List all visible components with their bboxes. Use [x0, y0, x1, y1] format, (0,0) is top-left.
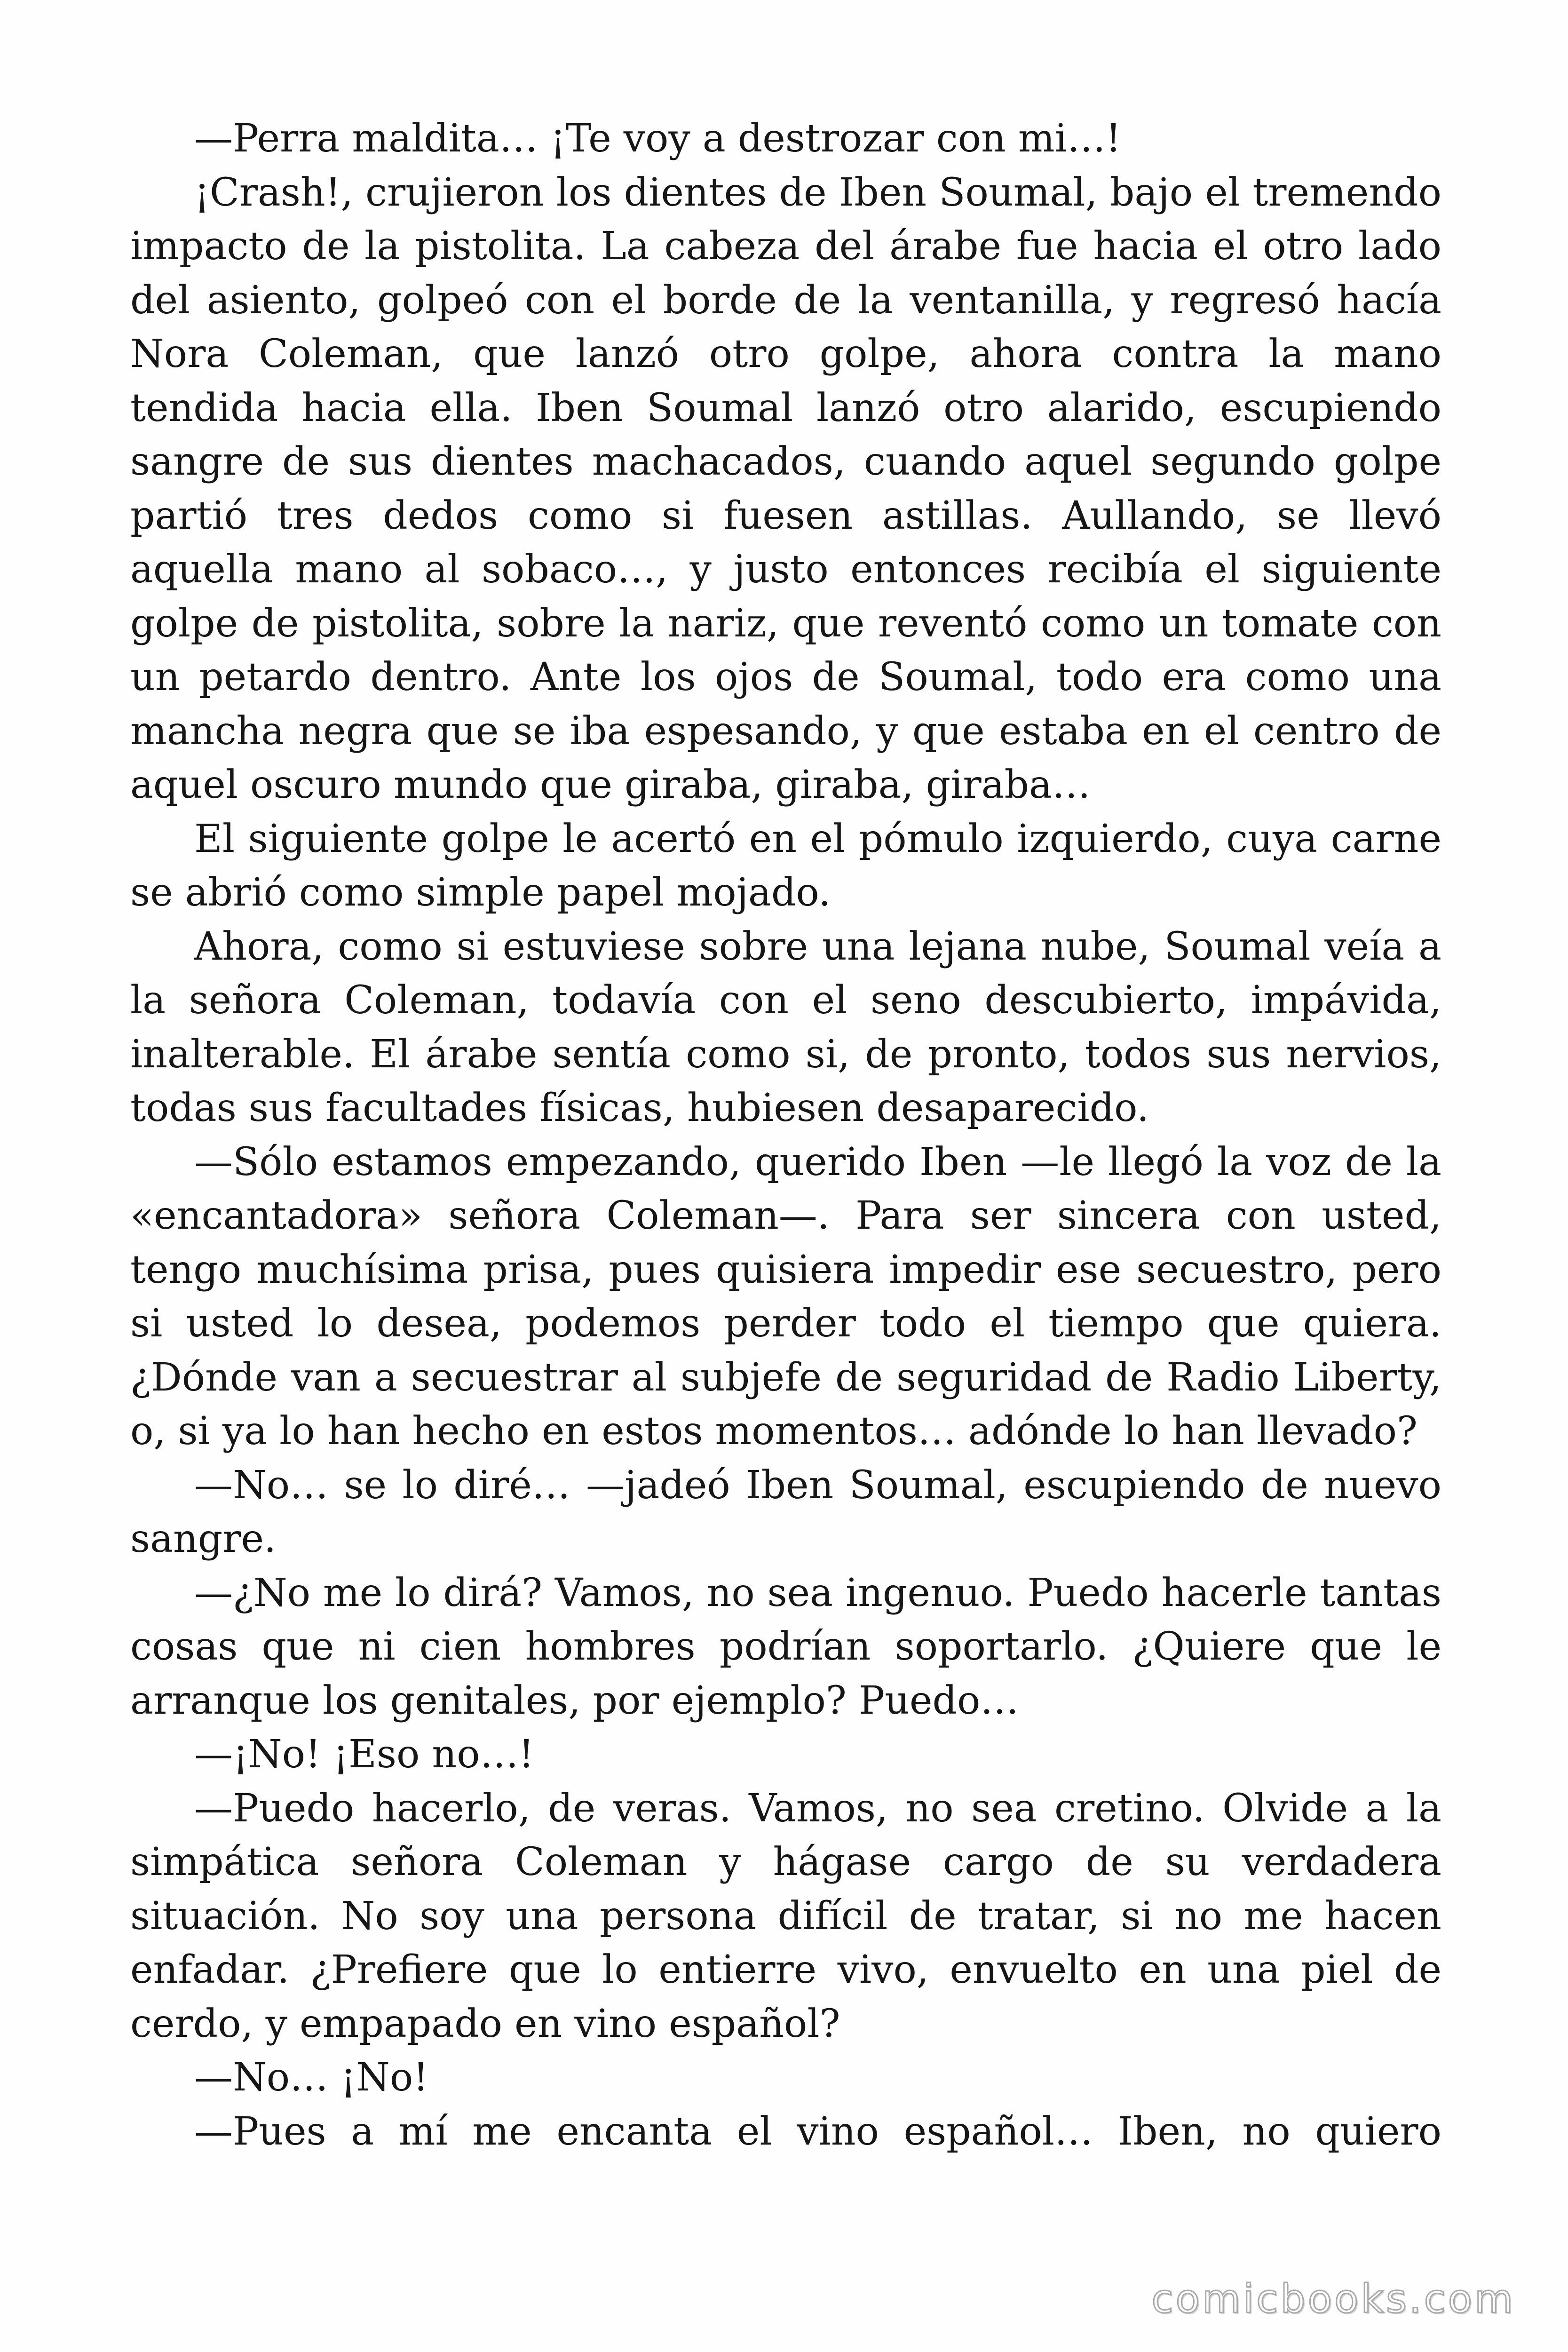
paragraph: —No… se lo diré… —jadeó Iben Soumal, escupiendo de nuevo sangre. — [130, 1462, 1441, 1561]
paragraph: —Perra maldita… ¡Te voy a destrozar con mi…! — [194, 116, 1121, 161]
paragraph: —Puedo hacerlo, de veras. Vamos, no sea cretino. Olvide a la simpática señora Coleman y hágase cargo de su verdadera situación. No soy una persona difícil de tratar, si no me hacen enfadar. ¿Prefiere que lo entierre vivo, envuelto en una piel de cerdo, y empapado en vino español? — [130, 1786, 1441, 2046]
paragraph: —No… ¡No! — [194, 2055, 429, 2100]
paragraph: —¿No me lo dirá? Vamos, no sea ingenuo. Puedo hacerle tantas cosas que ni cien hombres podrían soportarlo. ¿Quiere que le arranque los genitales, por ejemplo? Puedo… — [130, 1570, 1441, 1723]
paragraph: Ahora, como si estuviese sobre una lejana nube, Soumal veía a la señora Coleman, todavía con el seno descubierto, impávida, inalterable. El árabe sentía como si, de pronto, todos sus nervios, todas sus facultades físicas, hubiesen desaparecido. — [130, 924, 1441, 1130]
paragraph: El siguiente golpe le acertó en el pómulo izquierdo, cuya carne se abrió como simple papel mojado. — [130, 816, 1441, 915]
paragraph-continued: —Pues a mí me encanta el vino español… Iben, no quiero — [194, 2109, 1441, 2154]
paragraph: ¡Crash!, crujieron los dientes de Iben Soumal, bajo el tremendo impacto de la pistolita. La cabeza del árabe fue hacia el otro lado del asiento, golpeó con el borde de la ventanilla, y regresó hacía Nora Coleman, que lanzó otro golpe, ahora contra la mano tendida hacia ella. Iben Soumal lanzó otro alarido, escupiendo sangre de sus dientes machacados, cuando aquel segundo golpe partió tres dedos como si fuesen astillas. Aullando, se llevó aquella mano al sobaco…, y justo entonces recibía el siguiente golpe de pistolita, sobre la nariz, que reventó como un tomate con un petardo dentro. Ante los ojos de Soumal, todo era como una mancha negra que se iba espesando, y que estaba en el centro de aquel oscuro mundo que giraba, giraba, giraba… — [130, 170, 1441, 807]
paragraph: —¡No! ¡Eso no…! — [194, 1732, 534, 1777]
paragraph: —Sólo estamos empezando, querido Iben —le llegó la voz de la «encantadora» señora Coleman—. Para ser sincera con usted, tengo muchísima prisa, pues quisiera impedir ese secuestro, pero si usted lo desea, podemos perder todo el tiempo que quiera. ¿Dónde van a secuestrar al subjefe de seguridad de Radio Liberty, o, si ya lo han hecho en estos momentos… adónde lo han llevado? — [130, 1139, 1441, 1454]
page-body-text — [130, 112, 1441, 2159]
watermark-logo: comicbooks.com — [1151, 2276, 1515, 2322]
